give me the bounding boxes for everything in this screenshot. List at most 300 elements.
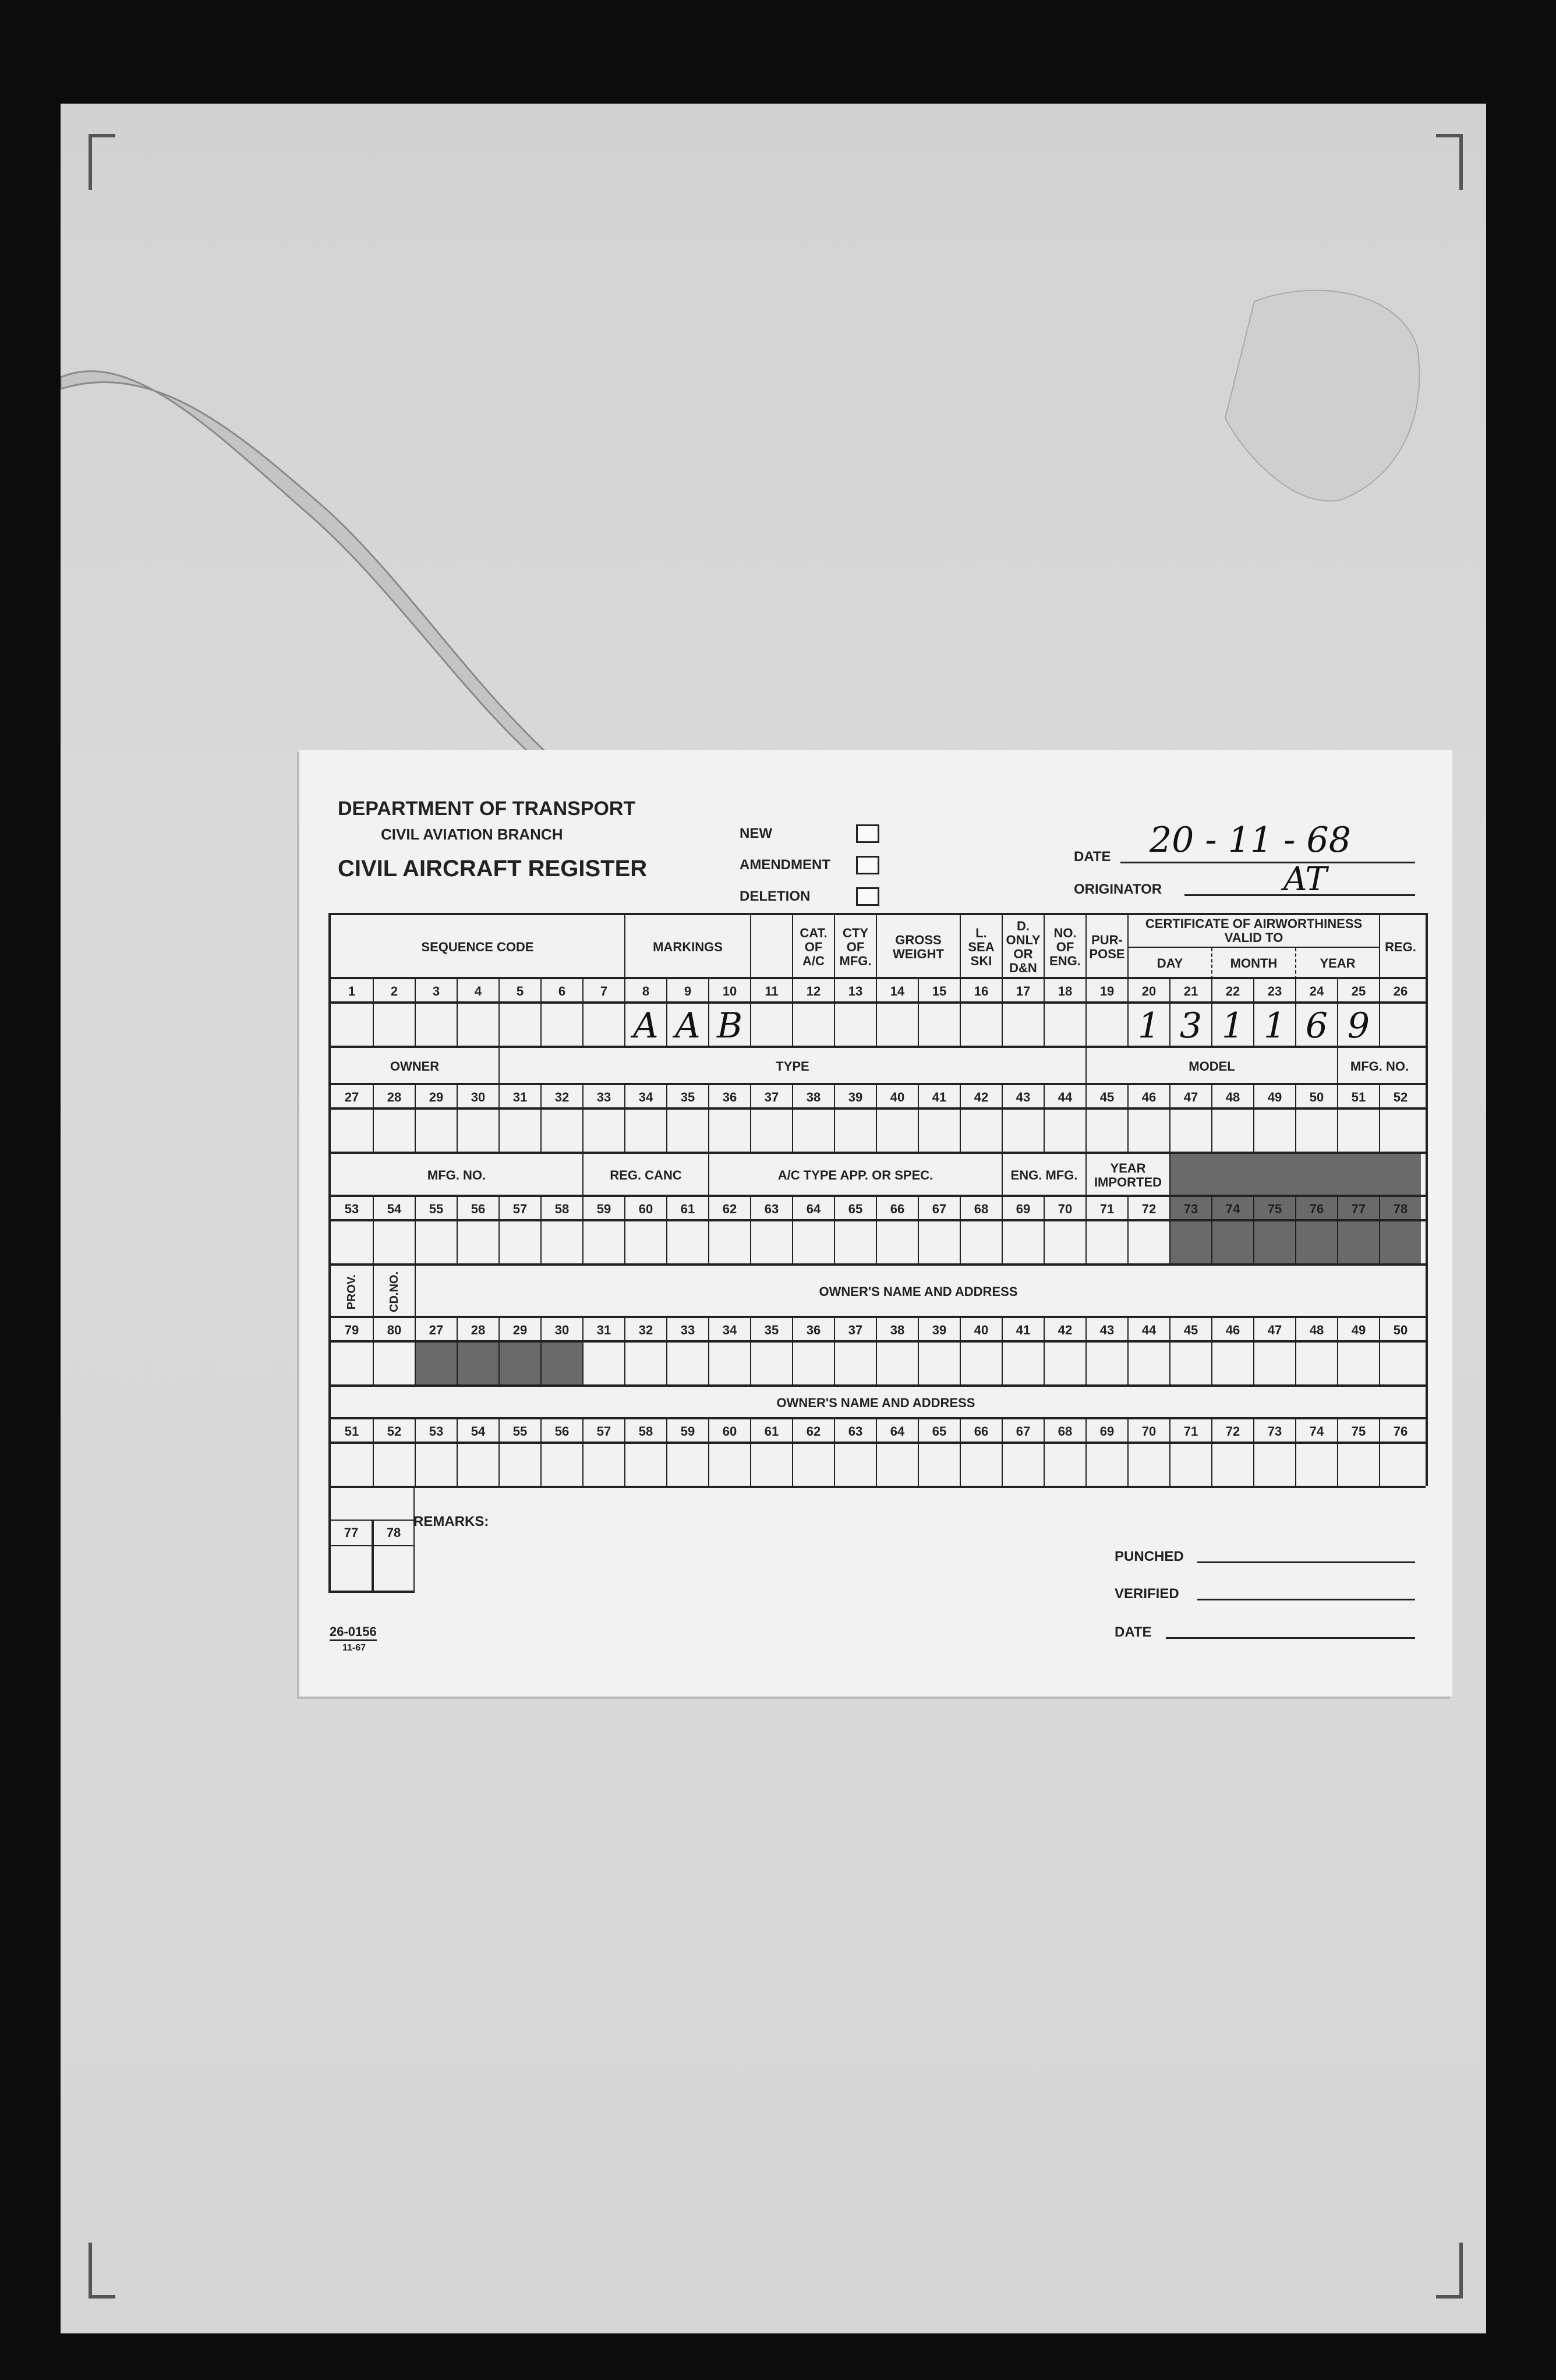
entry-cell[interactable] xyxy=(1127,1221,1169,1266)
column-number: 48 xyxy=(1295,1318,1337,1343)
cd-no-header xyxy=(373,1266,415,1318)
column-number: 75 xyxy=(1253,1197,1295,1221)
entry-cell[interactable] xyxy=(1127,1343,1169,1387)
column-number: 63 xyxy=(834,1419,876,1444)
entry-cell[interactable] xyxy=(582,1444,624,1488)
column-number: 11 xyxy=(750,979,792,1004)
entry-cell[interactable] xyxy=(834,1444,876,1488)
entry-row xyxy=(331,1442,1426,1488)
column-number: 42 xyxy=(1044,1318,1085,1343)
entry-row xyxy=(331,1001,1426,1048)
entry-cell[interactable] xyxy=(1379,1221,1421,1266)
column-number: 51 xyxy=(344,1424,359,1439)
column-number: 73 xyxy=(1253,1419,1295,1444)
column-number: 64 xyxy=(876,1419,918,1444)
entry-cell[interactable]: 1 xyxy=(1253,1004,1295,1048)
date-value[interactable]: 20 - 11 - 68 xyxy=(1150,820,1351,860)
column-number: 40 xyxy=(960,1318,1002,1343)
entry-cell[interactable] xyxy=(1211,1110,1253,1154)
entry-cell[interactable] xyxy=(918,1110,960,1154)
entry-cell[interactable] xyxy=(1085,1221,1127,1266)
column-number: 50 xyxy=(1379,1318,1421,1343)
entry-cell[interactable] xyxy=(960,1343,1002,1387)
header-cell: REG. xyxy=(1379,915,1421,979)
entry-row xyxy=(331,1107,1426,1154)
column-number: 45 xyxy=(1085,1085,1127,1110)
entry-cell[interactable] xyxy=(540,1004,582,1048)
punched-line xyxy=(1197,1561,1415,1563)
entry-cell[interactable] xyxy=(457,1343,498,1387)
column-number: 53 xyxy=(344,1202,359,1216)
entry-cell[interactable] xyxy=(582,1004,624,1048)
column-number: 33 xyxy=(582,1085,624,1110)
entry-cell[interactable] xyxy=(1085,1444,1127,1488)
column-number: 37 xyxy=(834,1318,876,1343)
entry-cell[interactable] xyxy=(373,1221,415,1266)
entry-cell[interactable]: A xyxy=(666,1004,708,1048)
checkbox-label-deletion: DELETION xyxy=(740,888,811,904)
column-number: 58 xyxy=(540,1197,582,1221)
column-number: 70 xyxy=(1044,1197,1085,1221)
entry-cell[interactable]: 1 xyxy=(1127,1004,1169,1048)
column-number: 13 xyxy=(834,979,876,1004)
entry-cell[interactable] xyxy=(750,1343,792,1387)
entry-cell[interactable] xyxy=(1169,1110,1211,1154)
checkbox-new[interactable] xyxy=(856,824,879,843)
column-number: 46 xyxy=(1127,1085,1169,1110)
column-number: 32 xyxy=(540,1085,582,1110)
date-label: DATE xyxy=(1074,849,1111,865)
header-row-2 xyxy=(331,1046,1426,1085)
entry-cell[interactable] xyxy=(540,1444,582,1488)
entry-cell[interactable] xyxy=(1085,1004,1127,1048)
entry-cell[interactable] xyxy=(624,1110,666,1154)
column-number: 46 xyxy=(1211,1318,1253,1343)
entry-cell[interactable] xyxy=(1169,1444,1211,1488)
column-number: 68 xyxy=(1044,1419,1085,1444)
entry-cell[interactable] xyxy=(876,1444,918,1488)
entry-cell[interactable] xyxy=(415,1110,457,1154)
entry-cell[interactable] xyxy=(750,1221,792,1266)
entry-cell[interactable] xyxy=(373,1110,415,1154)
header-cell: CAT. OF A/C xyxy=(792,915,834,979)
entry-cell[interactable] xyxy=(373,1546,415,1591)
column-number: 32 xyxy=(624,1318,666,1343)
column-number: 26 xyxy=(1379,979,1421,1004)
entry-cell[interactable] xyxy=(750,1444,792,1488)
column-number: 55 xyxy=(415,1197,457,1221)
column-number: 78 xyxy=(1379,1197,1421,1221)
column-number: 38 xyxy=(876,1318,918,1343)
cd-no-header-text: CD.NO. xyxy=(388,1272,401,1312)
column-number: 71 xyxy=(1085,1197,1127,1221)
column-number: 17 xyxy=(1002,979,1044,1004)
entry-cell[interactable] xyxy=(666,1110,708,1154)
checkbox-amendment[interactable] xyxy=(856,856,879,874)
entry-cell[interactable] xyxy=(331,1546,373,1591)
header-cell: A/C TYPE APP. OR SPEC. xyxy=(708,1154,1002,1197)
entry-cell[interactable] xyxy=(1169,1343,1211,1387)
header-cell: TYPE xyxy=(498,1048,1085,1085)
header-row-5 xyxy=(331,1384,1426,1419)
column-number: 75 xyxy=(1337,1419,1379,1444)
column-number: 64 xyxy=(792,1197,834,1221)
owner-name-header: OWNER'S NAME AND ADDRESS xyxy=(415,1266,1421,1318)
entry-cell[interactable] xyxy=(457,1221,498,1266)
entry-cell[interactable] xyxy=(1002,1343,1044,1387)
stub-spacer xyxy=(328,1488,415,1520)
entry-cell[interactable] xyxy=(1295,1444,1337,1488)
remarks-label: REMARKS: xyxy=(413,1514,489,1529)
column-number: 49 xyxy=(1253,1085,1295,1110)
column-number: 27 xyxy=(344,1090,359,1104)
entry-cell[interactable] xyxy=(415,1221,457,1266)
footer-date-line xyxy=(1166,1637,1415,1639)
entry-cell[interactable] xyxy=(1379,1444,1421,1488)
entry-cell[interactable] xyxy=(1169,1221,1211,1266)
column-number: 18 xyxy=(1044,979,1085,1004)
entry-cell[interactable] xyxy=(624,1444,666,1488)
entry-cell[interactable] xyxy=(498,1221,540,1266)
column-number: 76 xyxy=(1379,1419,1421,1444)
entry-cell[interactable] xyxy=(834,1110,876,1154)
column-number-row xyxy=(331,1195,1426,1221)
column-number: 1 xyxy=(348,984,356,998)
entry-cell[interactable] xyxy=(498,1110,540,1154)
entry-cell[interactable] xyxy=(1085,1343,1127,1387)
column-number: 59 xyxy=(582,1197,624,1221)
column-number: 15 xyxy=(918,979,960,1004)
entry-cell[interactable] xyxy=(415,1444,457,1488)
column-number: 3 xyxy=(415,979,457,1004)
header-cell: L. SEA SKI xyxy=(960,915,1002,979)
entry-cell[interactable] xyxy=(498,1343,540,1387)
column-number: 29 xyxy=(498,1318,540,1343)
prov-header xyxy=(331,1266,373,1318)
entry-cell[interactable] xyxy=(540,1343,582,1387)
entry-cell[interactable] xyxy=(373,1444,415,1488)
column-number: 25 xyxy=(1337,979,1379,1004)
certificate-title: CERTIFICATE OF AIRWORTHINESS VALID TO xyxy=(1129,915,1379,948)
column-number: 78 xyxy=(373,1521,415,1545)
column-number: 37 xyxy=(750,1085,792,1110)
column-number: 60 xyxy=(624,1197,666,1221)
header-row-3 xyxy=(331,1152,1426,1197)
column-number: 22 xyxy=(1211,979,1253,1004)
column-number: 69 xyxy=(1002,1197,1044,1221)
column-number: 57 xyxy=(498,1197,540,1221)
column-number: 5 xyxy=(498,979,540,1004)
entry-cell[interactable] xyxy=(373,1004,415,1048)
entry-cell[interactable] xyxy=(960,1004,1002,1048)
column-number: 65 xyxy=(834,1197,876,1221)
checkbox-deletion[interactable] xyxy=(856,887,879,906)
entry-cell[interactable] xyxy=(960,1110,1002,1154)
column-number: 20 xyxy=(1127,979,1169,1004)
entry-cell[interactable] xyxy=(1127,1110,1169,1154)
column-number: 44 xyxy=(1127,1318,1169,1343)
column-number: 40 xyxy=(876,1085,918,1110)
stub-entry-row xyxy=(328,1545,415,1593)
entry-cell[interactable] xyxy=(1337,1444,1379,1488)
entry-cell[interactable] xyxy=(1337,1343,1379,1387)
entry-cell[interactable] xyxy=(1002,1110,1044,1154)
entry-cell[interactable] xyxy=(624,1343,666,1387)
column-number: 79 xyxy=(344,1323,359,1337)
column-number: 41 xyxy=(1002,1318,1044,1343)
entry-cell[interactable] xyxy=(1295,1110,1337,1154)
entry-cell[interactable] xyxy=(666,1444,708,1488)
column-number: 24 xyxy=(1295,979,1337,1004)
header-cell: REG. CANC xyxy=(582,1154,708,1197)
column-number: 44 xyxy=(1044,1085,1085,1110)
column-number: 34 xyxy=(624,1085,666,1110)
punched-label: PUNCHED xyxy=(1115,1549,1184,1564)
entry-cell[interactable] xyxy=(498,1444,540,1488)
entry-cell[interactable] xyxy=(373,1343,415,1387)
remarks-stub xyxy=(328,1486,415,1593)
entry-cell[interactable] xyxy=(1379,1110,1421,1154)
column-number: 66 xyxy=(960,1419,1002,1444)
entry-cell[interactable] xyxy=(1253,1444,1295,1488)
column-number: 62 xyxy=(708,1197,750,1221)
entry-cell[interactable] xyxy=(1044,1004,1085,1048)
checkbox-label-amendment: AMENDMENT xyxy=(740,857,830,873)
entry-cell[interactable] xyxy=(834,1221,876,1266)
column-number: 42 xyxy=(960,1085,1002,1110)
entry-cell[interactable] xyxy=(666,1343,708,1387)
column-number: 47 xyxy=(1253,1318,1295,1343)
column-number: 56 xyxy=(457,1197,498,1221)
column-number: 53 xyxy=(415,1419,457,1444)
entry-cell[interactable] xyxy=(415,1004,457,1048)
entry-cell[interactable] xyxy=(624,1221,666,1266)
header-cell: OWNER xyxy=(390,1059,440,1074)
column-number-row xyxy=(331,1417,1426,1444)
entry-cell[interactable] xyxy=(918,1004,960,1048)
entry-cell[interactable] xyxy=(918,1221,960,1266)
column-number: 61 xyxy=(750,1419,792,1444)
entry-cell[interactable] xyxy=(1211,1221,1253,1266)
entry-row xyxy=(331,1340,1426,1387)
entry-cell[interactable]: 3 xyxy=(1169,1004,1211,1048)
column-number: 67 xyxy=(1002,1419,1044,1444)
column-number: 12 xyxy=(792,979,834,1004)
column-number: 45 xyxy=(1169,1318,1211,1343)
entry-cell[interactable] xyxy=(918,1343,960,1387)
originator-value[interactable]: AT xyxy=(1283,860,1327,898)
entry-cell[interactable]: 6 xyxy=(1295,1004,1337,1048)
entry-cell[interactable] xyxy=(792,1343,834,1387)
entry-cell[interactable] xyxy=(960,1221,1002,1266)
entry-cell[interactable] xyxy=(708,1343,750,1387)
column-number: 58 xyxy=(624,1419,666,1444)
entry-cell[interactable]: B xyxy=(708,1004,750,1048)
entry-cell[interactable] xyxy=(1002,1444,1044,1488)
entry-cell[interactable] xyxy=(1253,1110,1295,1154)
entry-cell[interactable] xyxy=(1253,1221,1295,1266)
entry-cell[interactable] xyxy=(331,1110,373,1154)
entry-cell[interactable] xyxy=(498,1004,540,1048)
entry-cell[interactable] xyxy=(666,1221,708,1266)
entry-cell[interactable] xyxy=(876,1221,918,1266)
column-number: 48 xyxy=(1211,1085,1253,1110)
entry-cell[interactable] xyxy=(540,1221,582,1266)
entry-cell[interactable] xyxy=(708,1221,750,1266)
header-cell: PUR-POSE xyxy=(1085,915,1127,979)
entry-cell[interactable] xyxy=(1044,1221,1085,1266)
entry-row xyxy=(331,1219,1426,1266)
entry-cell[interactable] xyxy=(582,1221,624,1266)
header-cell: GROSS WEIGHT xyxy=(876,915,960,979)
entry-cell[interactable]: A xyxy=(624,1004,666,1048)
column-number: 57 xyxy=(582,1419,624,1444)
entry-cell[interactable] xyxy=(457,1004,498,1048)
entry-cell[interactable] xyxy=(1337,1221,1379,1266)
header-cell xyxy=(750,915,792,979)
checkbox-label-new: NEW xyxy=(740,826,772,841)
entry-cell[interactable] xyxy=(792,1004,834,1048)
column-number: 27 xyxy=(415,1318,457,1343)
certificate-sub-month: MONTH xyxy=(1211,948,1295,979)
entry-cell[interactable] xyxy=(876,1343,918,1387)
column-number: 51 xyxy=(1337,1085,1379,1110)
entry-cell[interactable] xyxy=(331,1343,373,1387)
certificate-subheaders xyxy=(1129,948,1379,979)
column-number: 30 xyxy=(540,1318,582,1343)
column-number: 39 xyxy=(834,1085,876,1110)
column-number: 38 xyxy=(792,1085,834,1110)
column-number: 55 xyxy=(498,1419,540,1444)
column-number: 9 xyxy=(666,979,708,1004)
entry-cell[interactable]: 1 xyxy=(1211,1004,1253,1048)
column-number: 52 xyxy=(1379,1085,1421,1110)
certificate-sub-year: YEAR xyxy=(1295,948,1379,979)
column-number: 31 xyxy=(582,1318,624,1343)
column-number: 47 xyxy=(1169,1085,1211,1110)
entry-cell[interactable] xyxy=(1002,1221,1044,1266)
header-cell: YEAR IMPORTED xyxy=(1085,1154,1169,1197)
column-number: 63 xyxy=(750,1197,792,1221)
column-number: 80 xyxy=(373,1318,415,1343)
column-number: 72 xyxy=(1127,1197,1169,1221)
header-cell: ENG. MFG. xyxy=(1002,1154,1085,1197)
entry-cell[interactable] xyxy=(750,1004,792,1048)
column-number: 31 xyxy=(498,1085,540,1110)
column-number: 61 xyxy=(666,1197,708,1221)
column-number: 68 xyxy=(960,1197,1002,1221)
column-number: 77 xyxy=(331,1521,373,1545)
entry-cell[interactable] xyxy=(1127,1444,1169,1488)
entry-cell[interactable] xyxy=(1002,1004,1044,1048)
column-number: 65 xyxy=(918,1419,960,1444)
register-card xyxy=(299,750,1452,1697)
entry-cell[interactable] xyxy=(1337,1110,1379,1154)
column-number: 74 xyxy=(1295,1419,1337,1444)
entry-cell[interactable] xyxy=(1211,1444,1253,1488)
date-line xyxy=(1120,862,1415,863)
entry-cell[interactable] xyxy=(457,1444,498,1488)
entry-cell[interactable] xyxy=(792,1444,834,1488)
column-number: 74 xyxy=(1211,1197,1253,1221)
column-number: 59 xyxy=(666,1419,708,1444)
entry-cell[interactable] xyxy=(834,1343,876,1387)
entry-cell[interactable] xyxy=(708,1444,750,1488)
entry-cell[interactable] xyxy=(960,1444,1002,1488)
entry-cell[interactable] xyxy=(708,1110,750,1154)
column-number: 49 xyxy=(1337,1318,1379,1343)
column-number: 66 xyxy=(876,1197,918,1221)
header-cell: CTY OF MFG. xyxy=(834,915,876,979)
column-number-row xyxy=(331,1083,1426,1110)
entry-cell[interactable] xyxy=(1379,1343,1421,1387)
entry-cell[interactable] xyxy=(1044,1110,1085,1154)
column-number: 28 xyxy=(457,1318,498,1343)
column-number: 2 xyxy=(373,979,415,1004)
column-number: 43 xyxy=(1085,1318,1127,1343)
column-number: 30 xyxy=(457,1085,498,1110)
column-number: 19 xyxy=(1085,979,1127,1004)
entry-cell[interactable] xyxy=(1295,1221,1337,1266)
column-number: 77 xyxy=(1337,1197,1379,1221)
entry-cell[interactable] xyxy=(792,1221,834,1266)
entry-cell[interactable] xyxy=(457,1110,498,1154)
column-number-row xyxy=(331,1316,1426,1343)
entry-cell[interactable] xyxy=(540,1110,582,1154)
entry-cell[interactable] xyxy=(1044,1343,1085,1387)
column-number: 35 xyxy=(666,1085,708,1110)
entry-cell[interactable] xyxy=(918,1444,960,1488)
entry-cell[interactable] xyxy=(1211,1343,1253,1387)
entry-cell[interactable] xyxy=(331,1444,373,1488)
entry-cell[interactable] xyxy=(834,1004,876,1048)
entry-cell[interactable] xyxy=(1295,1343,1337,1387)
entry-cell[interactable] xyxy=(792,1110,834,1154)
entry-cell[interactable] xyxy=(582,1343,624,1387)
entry-cell[interactable] xyxy=(876,1004,918,1048)
entry-cell[interactable] xyxy=(415,1343,457,1387)
header-cell: SEQUENCE CODE xyxy=(421,940,534,954)
column-number: 23 xyxy=(1253,979,1295,1004)
entry-cell[interactable] xyxy=(876,1110,918,1154)
column-number: 34 xyxy=(708,1318,750,1343)
footer-date-label: DATE xyxy=(1115,1624,1152,1640)
header-cell: D. ONLY OR D&N xyxy=(1002,915,1044,979)
column-number: 52 xyxy=(373,1419,415,1444)
entry-cell[interactable] xyxy=(1085,1110,1127,1154)
column-number: 72 xyxy=(1211,1419,1253,1444)
column-number: 43 xyxy=(1002,1085,1044,1110)
column-number: 73 xyxy=(1169,1197,1211,1221)
header-row-1 xyxy=(331,913,1426,979)
grid-bottom-rule xyxy=(331,1486,1426,1488)
entry-cell[interactable] xyxy=(1044,1444,1085,1488)
column-number: 21 xyxy=(1169,979,1211,1004)
register-title: CIVIL AIRCRAFT REGISTER xyxy=(338,856,648,881)
prov-header-text: PROV. xyxy=(345,1274,358,1310)
entry-cell[interactable]: 9 xyxy=(1337,1004,1379,1048)
department-title: DEPARTMENT OF TRANSPORT xyxy=(338,798,636,820)
entry-cell[interactable] xyxy=(331,1221,373,1266)
column-number: 71 xyxy=(1169,1419,1211,1444)
entry-cell[interactable] xyxy=(750,1110,792,1154)
entry-cell[interactable] xyxy=(331,1004,373,1048)
entry-cell[interactable] xyxy=(1379,1004,1421,1048)
entry-cell[interactable] xyxy=(582,1110,624,1154)
branch-title: CIVIL AVIATION BRANCH xyxy=(381,826,563,843)
column-number: 36 xyxy=(708,1085,750,1110)
entry-cell[interactable] xyxy=(1253,1343,1295,1387)
